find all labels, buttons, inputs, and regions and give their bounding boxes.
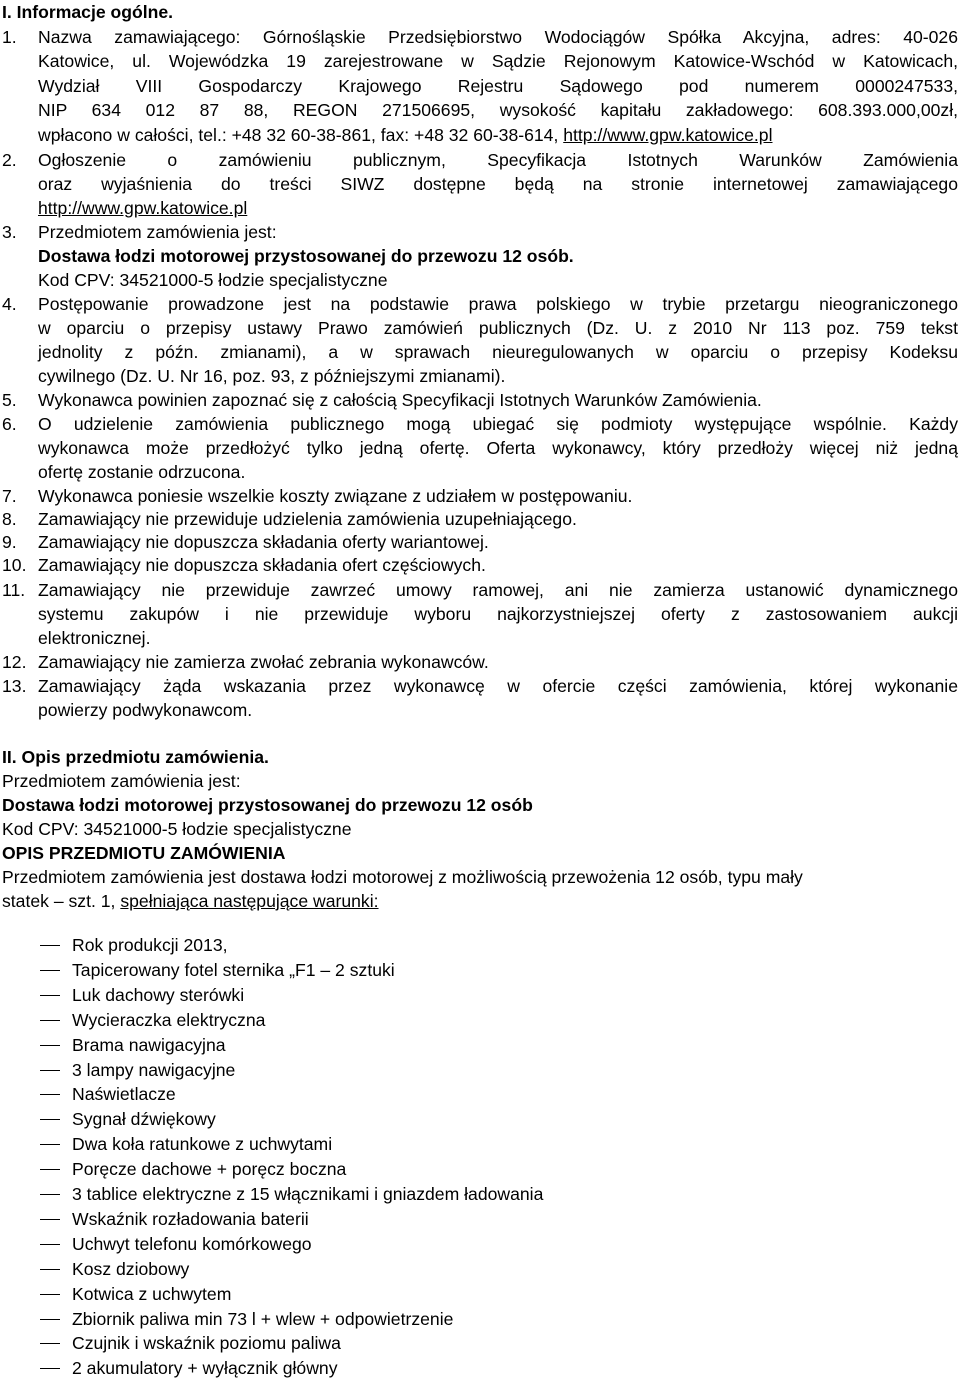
section-2-subject: Dostawa łodzi motorowej przystosowanej do przewozu 12 osób [2, 795, 533, 815]
dash-bullet [40, 1294, 60, 1295]
item-2-website-link[interactable]: http://www.gpw.katowice.pl [38, 198, 248, 218]
dash-bullet [40, 1094, 60, 1095]
item-3-cpv: Kod CPV: 34521000-5 łodzie specjalistyczne [38, 270, 388, 290]
section-2-cpv: Kod CPV: 34521000-5 łodzie specjalistyczne [2, 819, 352, 839]
item-4-line-2: w oparciu o przepisy ustawy Prawo zamówień publicznych (Dz. U. z 2010 Nr 113 poz. 759 tekst [38, 318, 958, 338]
item-8-line-1: Zamawiający nie przewiduje udzielenia zamówienia uzupełniającego. [38, 509, 577, 529]
dash-bullet [40, 1269, 60, 1270]
item-3-intro: Przedmiotem zamówienia jest: [38, 222, 277, 242]
description-prefix: statek – szt. 1, [2, 891, 121, 911]
dash-bullet [40, 1219, 60, 1220]
list-item-text: Brama nawigacyjna [72, 1035, 226, 1055]
item-13-number: 13. [2, 676, 27, 696]
section-1-heading: I. Informacje ogólne. [2, 2, 174, 22]
description-conditions: spełniająca następujące warunki: [120, 891, 379, 911]
list-item-text: Tapicerowany fotel sternika „F1 – 2 sztuki [72, 960, 395, 980]
list-item-text: Luk dachowy sterówki [72, 985, 245, 1005]
item-1-line-4: NIP 634 012 87 88, REGON 271506695, wysokość kapitału zakładowego: 608.393.000,00zł, [38, 100, 958, 120]
item-4-line-3: jednolity z późn. zmianami), a w sprawach nieuregulowanych w oparciu o przepisy Kodeksu [38, 342, 958, 362]
dash-bullet [40, 1169, 60, 1170]
item-1-line-5 [38, 123, 773, 147]
item-7-number: 7. [2, 486, 17, 506]
dash-bullet [40, 1343, 60, 1344]
opis-heading: OPIS PRZEDMIOTU ZAMÓWIENIA [2, 843, 286, 863]
item-10-number: 10. [2, 555, 27, 575]
item-6-line-2: wykonawca może przedłożyć tylko jedną ofertę. Oferta wykonawcy, który przedłoży więcej niż jedną [38, 438, 958, 458]
list-item-text: Zbiornik paliwa min 73 l + wlew + odpowietrzenie [72, 1309, 454, 1329]
item-10-line-1: Zamawiający nie dopuszcza składania ofert częściowych. [38, 555, 486, 575]
item-1-line-3: Wydział VIII Gospodarczy Krajowego Rejestru Sądowego pod numerem 0000247533, [38, 76, 958, 96]
item-11-line-1: Zamawiający nie przewiduje zawrzeć umowy ramowej, ani nie zamierza ustanowić dynamicznego [38, 580, 958, 600]
description-line-1: Przedmiotem zamówienia jest dostawa łodzi motorowej z możliwością przewożenia 12 osób, typu mały [2, 867, 803, 887]
item-2-line-1: Ogłoszenie o zamówieniu publicznym, Specyfikacja Istotnych Warunków Zamówienia [38, 150, 958, 170]
item-1-line-2: Katowice, ul. Wojewódzka 19 zarejestrowane w Sądzie Rejonowym Katowice-Wschód w Katowicach, [38, 51, 958, 71]
list-item-text: Kotwica z uchwytem [72, 1284, 232, 1304]
dash-bullet [40, 970, 60, 971]
item-6-number: 6. [2, 414, 17, 434]
item-12-number: 12. [2, 652, 27, 672]
item-1-line-1: Nazwa zamawiającego: Górnośląskie Przedsiębiorstwo Wodociągów Spółka Akcyjna, adres: 40-026 [38, 27, 958, 47]
dash-bullet [40, 1119, 60, 1120]
list-item-text: Poręcze dachowe + poręcz boczna [72, 1159, 347, 1179]
item-4-line-4: cywilnego (Dz. U. Nr 16, poz. 93, z późniejszymi zmianami). [38, 366, 506, 386]
list-item-text: Rok produkcji 2013, [72, 935, 228, 955]
dash-bullet [40, 945, 60, 946]
item-13-line-1: Zamawiający żąda wskazania przez wykonawcę w ofercie części zamówienia, której wykonanie [38, 676, 958, 696]
item-5-line-1: Wykonawca powinien zapoznać się z całością Specyfikacji Istotnych Warunków Zamówienia. [38, 390, 762, 410]
item-8-number: 8. [2, 509, 17, 529]
item-11-number: 11. [2, 580, 26, 600]
item-1-website-link[interactable]: http://www.gpw.katowice.pl [563, 125, 773, 145]
item-9-number: 9. [2, 532, 17, 552]
dash-bullet [40, 995, 60, 996]
item-13-line-2: powierzy podwykonawcom. [38, 700, 253, 720]
item-3-subject: Dostawa łodzi motorowej przystosowanej do przewozu 12 osób. [38, 246, 574, 266]
list-item-text: Kosz dziobowy [72, 1259, 190, 1279]
item-11-line-3: elektronicznej. [38, 628, 151, 648]
item-7-line-1: Wykonawca poniesie wszelkie koszty związane z udziałem w postępowaniu. [38, 486, 633, 506]
list-item-text: Wycieraczka elektryczna [72, 1010, 266, 1030]
list-item-text: Dwa koła ratunkowe z uchwytami [72, 1134, 333, 1154]
section-2-heading: II. Opis przedmiotu zamówienia. [2, 747, 269, 767]
item-5-number: 5. [2, 390, 17, 410]
list-item-text: Naświetlacze [72, 1084, 176, 1104]
section-2-intro: Przedmiotem zamówienia jest: [2, 771, 241, 791]
dash-bullet [40, 1194, 60, 1195]
dash-bullet [40, 1244, 60, 1245]
list-item-text: Czujnik i wskaźnik poziomu paliwa [72, 1333, 341, 1353]
item-1-number: 1. [2, 27, 17, 47]
item-6-line-3: ofertę zostanie odrzucona. [38, 462, 246, 482]
list-item-text: 3 tablice elektryczne z 15 włącznikami i gniazdem ładowania [72, 1184, 544, 1204]
list-item-text: Wskaźnik rozładowania baterii [72, 1209, 309, 1229]
dash-bullet [40, 1144, 60, 1145]
dash-bullet [40, 1045, 60, 1046]
item-9-line-1: Zamawiający nie dopuszcza składania oferty wariantowej. [38, 532, 489, 552]
item-1-contact-text: wpłacono w całości, tel.: +48 32 60-38-861, fax: +48 32 60-38-614, [38, 125, 564, 145]
item-2-line-2: oraz wyjaśnienia do treści SIWZ dostępne będą na stronie internetowej zamawiającego [38, 174, 958, 194]
list-item-text: Sygnał dźwiękowy [72, 1109, 216, 1129]
dash-bullet [40, 1020, 60, 1021]
item-11-line-2: systemu zakupów i nie przewiduje wyboru najkorzystniejszej oferty z zastosowaniem aukcji [38, 604, 958, 624]
list-item-text: 3 lampy nawigacyjne [72, 1060, 236, 1080]
list-item-text: Uchwyt telefonu komórkowego [72, 1234, 312, 1254]
dash-bullet [40, 1319, 60, 1320]
item-4-line-1: Postępowanie prowadzone jest na podstawie prawa polskiego w trybie przetargu nieograniczonego [38, 294, 958, 314]
item-4-number: 4. [2, 294, 17, 314]
dash-bullet [40, 1070, 60, 1071]
description-line-2 [2, 889, 379, 913]
list-item-text: 2 akumulatory + wyłącznik główny [72, 1358, 338, 1378]
item-12-line-1: Zamawiający nie zamierza zwołać zebrania wykonawców. [38, 652, 489, 672]
item-2-number: 2. [2, 150, 17, 170]
item-3-number: 3. [2, 222, 17, 242]
item-6-line-1: O udzielenie zamówienia publicznego mogą ubiegać się podmioty występujące wspólnie. Każdy [38, 414, 958, 434]
